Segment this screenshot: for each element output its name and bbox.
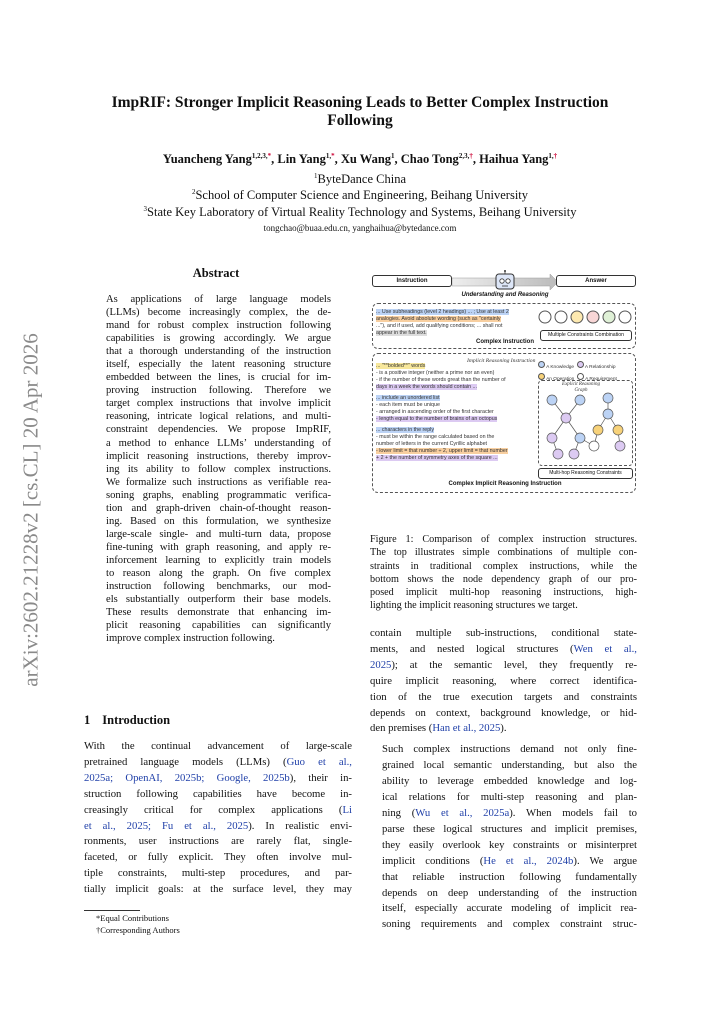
author-name: Haihua Yang [479, 152, 549, 167]
abstract-line: target complex instructions that involve implicit [106, 398, 331, 410]
reasoning-graph [538, 390, 631, 462]
text-line: contain multiple sub-instructions, conditional state- [370, 627, 637, 639]
abstract-line: large-scale single- and multi-turn data, propose [106, 528, 331, 540]
text-line: that reliable instruction following fundamentally [382, 870, 637, 883]
text-line: parse these logical structures and implicit premises, [382, 822, 637, 835]
text-line: Such complex instructions demand not only fine- [382, 743, 637, 756]
citation-link[interactable]: He et al., 2024b [483, 854, 574, 867]
abstract-line: capabilities is growing accordingly. We argue [106, 333, 331, 345]
author-affiliation-marker: 1,* [325, 152, 335, 160]
arxiv-stamp [14, 300, 48, 720]
abstract-line: soning graphs, enabling programmatic verifica- [106, 489, 331, 501]
abstract-line: embedded between the lines, is crucial for im- [106, 372, 331, 384]
text-line: ments, and nested logical structures (Wen et al., [370, 642, 637, 655]
caption-line: bottom shows the node dependency graph of our pro- [370, 573, 637, 585]
intro-line: pretrained language models (LLMs) (Guo et al., [84, 755, 352, 768]
affiliation-2: $^2$School of Computer Science and Engineering, Beihang University [191, 188, 529, 203]
complex-instruction-text: ... Use subheadings (level 2 headings) ... ; Use at least 2 analogies. Avoid absolute wording (such as "certainly ..."), and if used, add qualifying conditions; ... shall not appear in the full text. [376, 309, 509, 336]
abstract-line: reasoning, intricate logical relations, and multi- [106, 411, 331, 423]
text-line: grained local semantic understanding, but also the [382, 759, 637, 772]
abstract-line: itself, especially the latent reasoning structure [106, 359, 331, 371]
abstract-line: els substantially outperform their base models. [106, 594, 331, 606]
text-line: soning requirements and complex constraint struc- [382, 918, 637, 931]
abstract-line: to reason along the graph. On five complex [106, 567, 331, 579]
text-line: ical relations for multi-step reasoning and plan- [382, 791, 637, 804]
intro-line: ronments, user instructions are rarely flat, single- [84, 835, 352, 848]
affiliation-3: $^3$State Key Laboratory of Virtual Reality Technology and Systems, Beihang University [143, 205, 577, 220]
affiliation-1: $^1$ByteDance China [313, 172, 406, 187]
author-list: Yuancheng Yang$^{1,2,3,*}$, Lin Yang$^{1,*}$, Xu Wang$^1$, Chao Tong$^{2,3,\dagger}$, Haihua Yang$^{1,\dagger}$ [162, 152, 558, 167]
paragraph-1 [370, 626, 637, 737]
caption-line: lighting the implicit reasoning structures we target. [370, 600, 578, 612]
citation-link[interactable]: Guo et al., [286, 755, 352, 768]
constraint-nodes [538, 309, 633, 325]
abstract-line: plicit reasoning capabilities can significantly [106, 620, 331, 632]
abstract-line: (LLMs) become increasingly complex, the de- [106, 307, 331, 319]
abstract-body [106, 293, 331, 645]
paper-title [60, 94, 660, 130]
answer-box: Answer [556, 275, 636, 287]
graph-label: Explicit Reasoning Graph [562, 382, 600, 393]
author-name: Xu Wang [340, 152, 392, 167]
footnote-equal: *Equal Contributions [96, 913, 169, 923]
citation-link[interactable]: et al., 2025; Fu et al., 2025 [84, 819, 249, 832]
text-line: den premises (Han et al., 2025). [370, 722, 507, 735]
figure-1 [370, 270, 637, 495]
author-affiliation-marker: 1,† [548, 152, 558, 160]
contact-email[interactable]: tongchao@buaa.edu.cn, yanghaihua@bytedance.com [263, 223, 457, 233]
implicit-reasoning-label: Implicit Reasoning Instruction [467, 358, 536, 364]
paragraph-2 [370, 742, 637, 933]
title-line-1: ImpRIF: Stronger Implicit Reasoning Leads to Better Complex Instruction [111, 94, 609, 111]
text-line: itself, especially accurate modeling of implicit rea- [382, 902, 637, 915]
intro-line: creasingly critical for complex applications (Li [84, 803, 352, 816]
abstract-line: inforcement learning to explicitly train models [106, 554, 331, 566]
multiple-constraints-box: Multiple Constraints Combination [540, 330, 632, 341]
abstract-line: improve complex instruction following. [106, 633, 275, 645]
abstract-line: tion and graph-driven chain-of-thought reason- [106, 502, 331, 514]
right-column [370, 626, 637, 933]
intro-line: With the continual advancement of large-scale [84, 740, 352, 752]
graph-legend: A Knowledge A Relationship An Operation A Requirement [538, 361, 633, 383]
intro-line: et al., 2025; Fu et al., 2025). In realistic envi- [84, 819, 352, 832]
intro-line: faceted, or fully explicit. They often involve mul- [84, 851, 352, 864]
section-title: Introduction [102, 713, 171, 727]
section-number: 1 [84, 713, 91, 727]
text-line: depends on context, background knowledge, or hid- [370, 706, 637, 719]
author-name: Chao Tong [400, 152, 459, 167]
citation-link[interactable]: Wen et al., [573, 642, 637, 655]
robot-icon [493, 270, 517, 292]
abstract-line: ing. Based on this formulation, we synthesize [106, 515, 331, 527]
caption-line: Figure 1: Comparison of complex instruction structures. [370, 534, 637, 545]
author-name: Lin Yang [277, 152, 326, 167]
intro-line: struction following capabilities have become in- [84, 787, 352, 800]
instruction-box: Instruction [372, 275, 452, 287]
footnote-corresponding: †Corresponding Authors [96, 925, 180, 935]
text-line: they easily overlook key constraints or misinterpret [382, 838, 637, 851]
figure-caption [370, 533, 637, 613]
abstract-line: fine-tuning with graph reasoning, and apply re- [106, 541, 331, 553]
abstract-line: We formalize such instructions as verifiable rea- [106, 476, 331, 488]
abstract-line: mand for robust complex instruction following [106, 320, 331, 332]
text-line: quire implicit reasoning, where correct identifica- [370, 674, 637, 687]
section-heading [84, 713, 170, 728]
caption-line: The top illustrates simple combinations of multiple con- [370, 547, 637, 559]
footnote-rule [84, 910, 140, 911]
caption-line: posed implicit multi-hop reasoning instructions, high- [370, 587, 637, 599]
citation-link[interactable]: Li [342, 803, 352, 816]
citation-link[interactable]: 2025 [370, 658, 392, 671]
intro-line: tially implicit goals: at the surface level, they may [84, 883, 352, 896]
text-line: 2025); at the semantic level, they frequently re- [370, 658, 637, 671]
text-line: tion of the true execution targets and constraints [370, 690, 637, 703]
citation-link[interactable]: 2025a; OpenAI, 2025b; Google, 2025b [84, 771, 290, 784]
intro-line: 2025a; OpenAI, 2025b; Google, 2025b), their in- [84, 771, 352, 784]
author-affiliation-marker: 1,2,3,* [251, 152, 272, 160]
complex-instruction-label: Complex Instruction [475, 339, 534, 345]
arxiv-id: arXiv:2602.21228v2 [cs.CL] 20 Apr 2026 [18, 333, 43, 687]
text-line: depends on deep understanding of the instruction [382, 886, 637, 899]
abstract-line: ing its ability to follow complex instructions. [106, 463, 331, 475]
title-line-2: Following [327, 112, 393, 129]
multihop-box: Multi-hop Reasoning Constraints [538, 468, 633, 479]
complex-implicit-label: Complex Implicit Reasoning Instruction [448, 481, 562, 487]
text-line: implicit conditions (He et al., 2024b). We argue [382, 854, 637, 867]
text-line: ability to leverage embedded knowledge and log- [382, 775, 637, 788]
author-name: Yuancheng Yang [162, 152, 252, 167]
abstract-line: implicit reasoning instructions, thereby improv- [106, 450, 331, 462]
text-line: ning (Wu et al., 2025a). When models fail to [382, 806, 638, 819]
intro-body [84, 739, 352, 898]
caption-line: straints in traditional complex instructions, while the [370, 560, 637, 572]
abstract-heading: Abstract [192, 266, 240, 280]
understanding-label: Understanding and Reasoning [461, 292, 549, 298]
abstract-line: As applications of large language models [106, 294, 331, 305]
citation-link[interactable]: Han et al., 2025 [432, 722, 501, 735]
abstract-line: proving instruction following. Therefore we [106, 385, 331, 397]
intro-line: tiple constraints, multi-step procedures, and par- [84, 867, 352, 880]
author-affiliation-marker: 1 [391, 152, 395, 160]
abstract-line: These results demonstrate that enhancing im- [106, 607, 331, 619]
implicit-instruction-text: ... "**bolded**" words - is a positive integer (neither a prime nor an even) - if the number of these words great than the number of days in a week the words should contain ... ... include an unordered list - each item must be unique - arranged in ascending order of the first character - length equal to the number of brains of an octopus ... characters in the reply - must be within the range calculated based on the number of letters in the current Cyrillic alphabet - lower limit = that number ÷ 2, upper limit = that number + 2 + the number of symmetry axes of the square ... [376, 363, 508, 461]
abstract-line: instruction following benchmarks, our mod- [106, 581, 331, 593]
author-affiliation-marker: 2,3,† [458, 152, 473, 160]
abstract-line: that a thorough understanding of the instruction [106, 346, 331, 358]
abstract-line: a method to enhance LLMs’ understanding of [106, 437, 331, 449]
citation-link[interactable]: Wu et al., 2025a [415, 806, 510, 819]
abstract-line: constraint dependencies. We propose ImpRIF, [106, 424, 331, 436]
